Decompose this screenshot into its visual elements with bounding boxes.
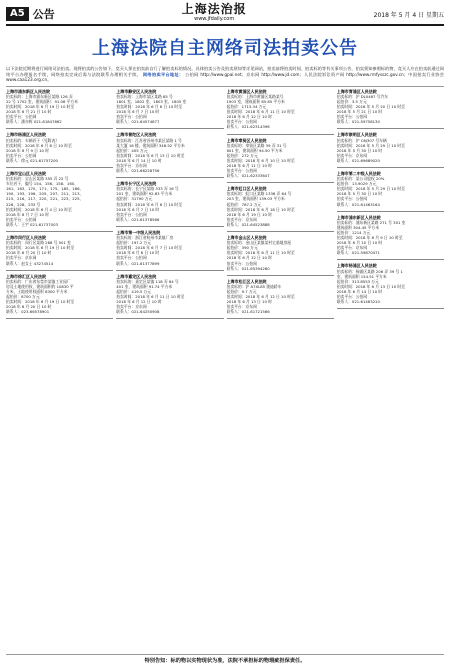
listing-column-2 [116, 89, 223, 646]
entry-line: 起拍价：1713.34 万元 [226, 104, 267, 110]
entry-line: 拍卖平台：京东网 [116, 163, 147, 168]
entry-line: 拍卖平台：公拍网 [226, 260, 257, 266]
court-name: 上海市崇明区人民法院 [336, 132, 377, 138]
entry-line: 拍卖时间：2018 年 6 月 9 日 10 时至 [336, 235, 403, 241]
entry-line: 拍卖平台：公拍网 [116, 211, 147, 217]
notice-body: 以下法院近期将进行网络司法拍卖。现将拍卖的公告如下，竞买人须在拍卖前自行了解拍卖标的情况，具体拍卖公告及拍卖须知等详见网站，拍卖前将拍卖时间、拍卖标的等有关事项公告，拍卖须知参照标的物，竞买人应在拍卖前通过网络平台办理报名手续，网络拍卖完成后需与法院联系办理相关手续。 [6, 66, 444, 77]
entry-line: 215、216、217、220、221、223、225、 [6, 196, 84, 202]
entry-line: 拍卖标的：杨浦区某路 206 弄 39 号 1 [336, 268, 403, 274]
auction-entry [227, 138, 334, 179]
entry-line: 拍卖平台：公拍网 [6, 152, 37, 158]
auction-entry [227, 235, 334, 271]
entry-divider [6, 231, 113, 232]
entry-line: 联系人：王宇 021-61737003 [6, 221, 58, 227]
entry-line: 190、193、196、205、207、211、213、 [6, 191, 84, 197]
entry-line: 起拍价：197.2 万元 [116, 240, 152, 246]
court-name: 上海市青浦区人民法院 [336, 88, 377, 94]
entry-line: 拍卖标的：浙江省杭州市某镇厂房 [116, 235, 174, 241]
entry-line: 某大厦 16 楼，建筑面积 346.52 平方米 [116, 142, 185, 148]
entry-line: 起拍价：1214 万元 [336, 229, 371, 235]
entry-line: 拍卖时间：2018 年 6 月 13 日 10 时至 [116, 152, 185, 158]
entry-line: 联系人：021-61463164 [336, 201, 380, 207]
auction-entry [227, 279, 334, 315]
entry-line: 起拍价：405 万元 [116, 147, 148, 153]
entry-line: 起拍价：13.9029 万元 [336, 181, 377, 187]
court-name: 上海市黄浦区人民法院 [226, 88, 267, 94]
entry-line: 601 室，建筑面积 94.50 平方米 [226, 147, 283, 153]
page-headline: 上海法院自主网络司法拍卖公告 [92, 38, 358, 59]
entry-line: 拍卖时间：2018 年 6 月 4 日 10 时至 [6, 206, 72, 212]
entry-line: 226、228、233 号 [6, 201, 41, 207]
entry-line: 2018 年 6 月 7 日 10 时 [116, 206, 160, 212]
entry-line: 1903 室，建筑面积 85.85 平方米 [226, 98, 285, 104]
entry-line: 拍卖标的：金山区某镇某村宅基地房屋 [226, 240, 292, 246]
entry-line: 起拍价：9.7 万元 [226, 288, 257, 294]
court-name: 上海市浦东新区人民法院 [336, 214, 381, 220]
entry-line: 2018 年 6 月 14 日 10 时 [116, 157, 162, 163]
masthead [6, 4, 444, 26]
court-name: 上海市第一中级人民法院 [116, 229, 161, 235]
entry-line: 联系人：021-64574877 [116, 119, 160, 125]
entry-divider [116, 270, 223, 271]
entry-divider [227, 275, 334, 276]
entry-line: 401 室，建筑面积 91.74 平方米 [116, 283, 173, 289]
entry-line: 联系人：021-59870471 [336, 250, 380, 256]
entry-line: 拍卖标的：上海市浦东新区某路 126 弄 [6, 93, 73, 99]
entry-line: 联系人：021-65394280 [226, 265, 270, 271]
entry-line: 2018 年 6 月 9 日 10 时 [6, 147, 49, 153]
entry-line: 联系人：徐元 021-61757200 [6, 157, 58, 163]
entry-line: 房及土地使用权，建筑面积约 10830 平 [6, 283, 74, 289]
auction-entry [337, 263, 444, 304]
auction-entry [116, 274, 223, 315]
entry-line: 联系人：021-64250908 [116, 309, 160, 315]
entry-line: 拍卖标的：闵行区某路 268 号 501 室 [6, 240, 71, 246]
entry-line: 161、163、170、171、175、185、186、 [6, 186, 84, 192]
entry-line: 拍卖标的：江苏省苏州市某区某路 1 号 [116, 137, 182, 143]
entry-line: 201 室，建筑面积 92.63 平方米 [116, 191, 173, 197]
entry-divider [227, 182, 334, 183]
entry-line: 拍卖时间：2018 年 6 月 11 日 10 时至 [116, 293, 185, 299]
entry-line: 拍卖平台：公拍网 [116, 114, 147, 120]
auction-entry [6, 132, 113, 163]
paper-url: www.jfdaily.com [194, 16, 235, 22]
court-name: 上海市静安区人民法院 [116, 88, 157, 94]
entry-divider [337, 128, 444, 129]
entry-line: 联系人：021-62314396 [226, 124, 270, 130]
entry-line: 拍卖平台：京东网 [226, 216, 257, 222]
court-name: 上海市长宁区人民法院 [116, 181, 157, 187]
entry-line: 2018 年 6 月 8 日 10 时 [116, 250, 160, 256]
entry-line: 拍卖时间：2018 年 5 月 29 日 10 时至 [336, 142, 405, 148]
entry-line: 室，建筑面积 154.51 平方米 [336, 273, 387, 279]
entry-line: 拍卖时间：2018 年 6 月 19 日 10 时至 [6, 299, 75, 305]
auction-entry [227, 186, 334, 227]
entry-line: 拍卖平台：公拍网 [116, 255, 147, 261]
entry-line: 拍卖时间：2018 年 5 月 20 日 10 时至 [336, 104, 405, 110]
entry-line: 2018 年 6 月 14 日 10 时 [336, 288, 383, 294]
court-name: 上海市浦东新区人民法院 [6, 88, 50, 94]
auction-entry [6, 89, 113, 125]
masthead-left [6, 6, 55, 22]
entry-line: 拍卖平台：京东网 [336, 245, 368, 251]
listing-column-3 [227, 89, 334, 646]
entry-line: 2018 年 6 月 7 日 10 时 [6, 211, 49, 217]
entry-line: 拍卖标的：上海市黄浦区某路某号 [226, 93, 284, 99]
listing-column-4 [337, 89, 444, 646]
entry-line: 2018 年 6 月 20 日 10 时 [6, 304, 52, 310]
entry-line: 2018 年 6 月 12 日 10 时 [226, 114, 272, 120]
entry-line: 拍卖标的：嘉定区某镇 118 弄 64 号 [116, 278, 179, 284]
entry-line: 拍卖时间：2018 年 6 月 18 日 10 时至 [226, 206, 295, 212]
entry-line: 拍卖平台：京东网 [336, 152, 368, 158]
section-label: 公告 [32, 8, 55, 21]
entry-line: 联系人：023-66578901 [6, 309, 50, 315]
entry-line: 拍卖平台：公拍网 [226, 119, 257, 125]
entry-line: 车位若干，编号 154、156、158、160、 [6, 181, 78, 187]
auction-entry [6, 171, 113, 227]
entry-divider [227, 231, 334, 232]
entry-line: 联系人：021-61377899 [116, 260, 160, 266]
auction-entry [6, 235, 113, 266]
entry-divider [6, 318, 113, 319]
entry-line: 拍卖平台：公拍网 [6, 114, 37, 120]
entry-line: 联系人：021-61378566 [116, 216, 160, 222]
auction-entry [227, 89, 334, 130]
court-name: 上海市普陀区人民法院 [116, 132, 157, 138]
entry-line: 起拍价：8700 万元 [6, 293, 40, 299]
entry-divider [6, 128, 113, 129]
entry-line: 拍卖时间：2018 年 6 月 10 日 10 时至 [226, 157, 295, 163]
issue-date: 2018 年 5 月 4 日 星期五 [373, 11, 444, 19]
entry-line: 起拍价：272 万元 [226, 152, 258, 158]
entry-line: 拍卖平台：京东网 [6, 255, 37, 261]
court-name: 上海市第二中级人民法院 [336, 171, 381, 176]
auction-entry [6, 274, 113, 315]
entry-line: 拍卖平台：公拍网 [226, 168, 257, 174]
entry-line: 2018 年 6 月 11 日 10 时 [226, 163, 272, 168]
entry-divider [116, 128, 223, 129]
court-name: 上海市宝山区人民法院 [6, 171, 46, 176]
entry-line: 起拍价：390 万元 [226, 245, 258, 251]
entry-line: 联系人：021-69689020 [336, 157, 380, 163]
entry-line: 2018 年 6 月 12 日 10 时 [226, 255, 272, 261]
footer-note: 特别告知：标的物以实物现状为准，法院不承担标的物瑕疵担保责任。 [6, 654, 444, 664]
entry-line: 2018 年 6 月 19 日 10 时 [226, 211, 272, 217]
entry-line: 起拍价：419.5 万元 [116, 288, 152, 294]
listing-column-1 [6, 89, 113, 646]
entry-line: 拍卖时间：2018 年 6 月 8 日 10 时至 [6, 142, 72, 148]
entry-line: 2018 年 6 月 10 日 10 时 [336, 240, 383, 246]
entry-line: 起拍价：313.8553 万元 [336, 278, 379, 284]
entry-line: 拍卖时间：2018 年 6 月 6 日 10 时至 [116, 104, 182, 110]
entry-line: 拍卖时间：2018 年 6 月 6 日 10 时至 [116, 201, 182, 207]
court-name: 上海市嘉定区人民法院 [116, 273, 157, 279]
auction-entry [337, 171, 444, 207]
entry-line: 联系人：021-64523888 [226, 221, 270, 227]
entry-line: 2018 年 6 月 13 日 10 时 [226, 299, 272, 305]
listing-columns [6, 86, 444, 646]
entry-line: 2018 年 5 月 30 日 10 时 [336, 147, 383, 153]
entry-divider [227, 134, 334, 135]
masthead-center [182, 4, 247, 24]
entry-line: 联系人：赵女士 43274514 [6, 260, 54, 266]
entry-line: 2018 年 6 月 12 日 10 时 [116, 299, 162, 305]
court-name: 上海市松江区人民法院 [226, 278, 267, 284]
entry-line: 联系人：021-61463210 [336, 299, 380, 305]
auction-entry [116, 181, 223, 222]
entry-line: 拍卖平台：京东网 [116, 304, 147, 310]
entry-line: 联系人：潘亦辉 021-61847662 [6, 119, 62, 125]
platforms-label: 网络拍卖平台地址： [142, 71, 184, 77]
entry-line: 拍卖时间：2018 年 6 月 13 日 10 时至 [336, 283, 405, 289]
page-number: A5 [6, 7, 29, 21]
auction-entry [116, 230, 223, 266]
entry-line: 拍卖标的：虹口区某路 1336 弄 64 号 [226, 191, 292, 197]
platforms-list: 公拍网 http://www.gpai.net；京东网 http://www.jd.com；人民法院诉讼资产网 http://www.rmfysszc.gov.cn；中国拍卖行业协会 www.caa123.org.cn。 [6, 71, 444, 83]
auction-entry [337, 215, 444, 256]
entry-divider [337, 308, 444, 309]
entry-line: 拍卖平台：公拍网 [6, 216, 37, 222]
auction-notice [6, 66, 444, 83]
entry-line: 拍卖标的：浦东新区某路 271 号 301 室 [336, 219, 406, 225]
court-name: 上海市杨浦区人民法院 [336, 263, 377, 269]
entry-line: 建筑面积 304.45 平方米 [336, 224, 380, 230]
entry-line: 联系人：021-66228756 [116, 168, 160, 174]
entry-line: 1801 室、1802 室、1803 室、1805 室 [116, 98, 187, 104]
court-name: 上海市奉贤区人民法院 [226, 137, 267, 143]
court-name: 上海市虹口区人民法院 [226, 186, 267, 192]
entry-line: 起拍价：787.2 万元 [226, 201, 262, 207]
entry-line: 拍卖时间：2018 年 6 月 11 日 10 时至 [226, 109, 295, 115]
paper-name: 上海法治报 [181, 2, 247, 16]
entry-line: 203 室，建筑面积 139.03 平方米 [226, 196, 285, 202]
auction-entry [116, 132, 223, 173]
entry-line: 拍卖标的：上海市某区某路 85 号 [116, 93, 173, 99]
court-name: 上海市杨浦区人民法院 [6, 132, 46, 138]
auction-entry [337, 132, 444, 163]
entry-line: 拍卖标的：广东省东莞市某镇工业园厂 [6, 278, 71, 284]
entry-line: 拍卖标的：沪 DL0467 号汽车 [336, 93, 389, 99]
entry-line: 2018 年 6 月 7 日 10 时 [116, 109, 160, 115]
entry-line: 拍卖标的：长宁区某路 333 弄 16 号 [116, 186, 179, 192]
entry-line: 联系人：021-59758130 [336, 119, 380, 125]
entry-divider [116, 177, 223, 178]
entry-line: 拍卖时间：2018 年 6 月 19 日 10 时至 [6, 104, 75, 110]
entry-line: 2018 年 5 月 21 日 10 时 [336, 109, 383, 115]
entry-line: 拍卖时间：2018 年 6 月 12 日 10 时至 [226, 293, 295, 299]
entry-divider [337, 167, 444, 168]
auction-entry [337, 89, 444, 125]
entry-line: 拍卖平台：公拍网 [336, 293, 368, 299]
entry-line: 拍卖标的：车辆若干（见附表） [6, 137, 60, 143]
entry-line: 拍卖时间：2018 年 6 月 11 日 10 时至 [226, 250, 295, 256]
entry-line: 拍卖时间：2018 年 5 月 29 日 10 时至 [336, 186, 405, 192]
entry-line: 拍卖时间：2018 年 6 月 7 日 10 时至 [116, 245, 182, 251]
entry-line: 2018 年 6 月 21 日 10 时 [6, 109, 52, 115]
entry-divider [6, 270, 113, 271]
entry-line: 起拍价：31790 万元 [116, 196, 153, 202]
court-name: 上海市闵行区人民法院 [6, 235, 46, 241]
entry-line: 拍卖平台：京东网 [226, 304, 257, 310]
entry-divider [116, 226, 223, 227]
entry-divider [6, 167, 113, 168]
entry-divider [337, 211, 444, 212]
entry-divider [337, 259, 444, 260]
court-name: 上海市金山区人民法院 [226, 235, 267, 241]
entry-line: 起拍价：3.5 万元 [336, 98, 367, 104]
auction-entry [116, 89, 223, 125]
entry-line: 拍卖时间：2018 年 6 月 19 日 10 时至 [6, 245, 75, 251]
court-name: 上海市徐汇区人民法院 [6, 273, 46, 279]
entry-line: 2018 年 6 月 20 日 10 时 [6, 250, 52, 256]
entry-line: 拍卖标的：沪 C6J307 号车辆 [336, 137, 387, 143]
entry-line: 2018 年 5 月 30 日 10 时 [336, 191, 383, 197]
entry-line: 拍卖平台：公拍网 [336, 196, 368, 202]
entry-line: 拍卖标的：宝山区某路 355 弄 22 号 [6, 176, 69, 182]
entry-line: 联系人：021-62333647 [226, 173, 270, 179]
entry-line: 方米，土地使用权面积 8300 平方米 [6, 288, 68, 294]
entry-line: 拍卖平台：公拍网 [336, 114, 368, 120]
entry-line: 拍卖标的：奉贤区某路 39 弄 31 号 [226, 142, 287, 148]
entry-divider [116, 318, 223, 319]
entry-line: 拍卖标的：沪 A7XL85 奥迪轿车 [226, 283, 282, 289]
entry-line: 拍卖标的：某公司股权 20% [336, 176, 385, 182]
entry-line: 22 号 1702 室，建筑面积：91.08 平方米 [6, 98, 78, 104]
entry-divider [227, 318, 334, 319]
entry-line: 联系人：021-61721566 [226, 309, 270, 315]
